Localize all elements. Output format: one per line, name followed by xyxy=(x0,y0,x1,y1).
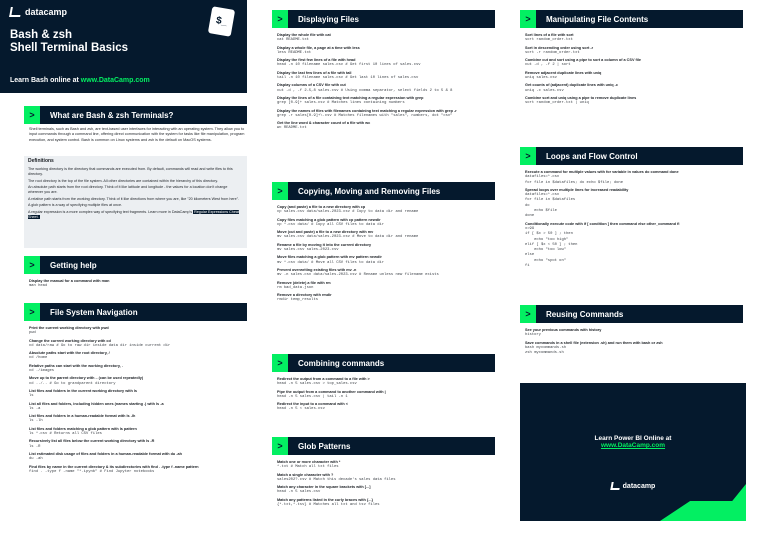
command-description: Sort in descending order using sort -r xyxy=(525,45,594,50)
code-example: head -n 5 sales.csv > top_sales.csv xyxy=(277,382,357,387)
command-description: Match any character in the square brackets with [...] xyxy=(277,485,371,490)
code-example: wc README.txt xyxy=(277,126,307,131)
code-example: for file in $datafiles; do echo $file; done xyxy=(525,180,623,185)
promo-logo: datacamp xyxy=(520,482,746,490)
code-example: {*.txt,*.tsv} # Matches all txt and tsv files xyxy=(277,503,380,508)
code-example: head -n 10 filename sales.csv # Get first 10 lines of sales.csv xyxy=(277,63,421,68)
definition-item: A regular expression is a more complex way of specifying text fragments. Learn more in DataCamp's Regular Expressions Cheat Sheet. xyxy=(28,209,239,219)
section-header-displaying-files: > Displaying Files xyxy=(272,10,495,28)
code-example: *.txt # Match all txt files xyxy=(277,465,339,470)
command-description: Pipe the output from a command to another command with | xyxy=(277,389,386,394)
command-description: Relative paths can start with the working directory, . xyxy=(29,363,123,368)
command-description: Redirect the input to a command with < xyxy=(277,402,348,407)
code-example: ls -lh xyxy=(29,419,43,424)
command-description: Match one or more character with * xyxy=(277,460,341,464)
code-example: ls -a xyxy=(29,406,41,411)
command-description: Remove a directory with rmdir xyxy=(277,293,332,298)
learn-online-line: Learn Bash online at www.DataCamp.com xyxy=(10,77,150,84)
command-description: List estimated disk usage of files and folders in a human-readable format with du -ah xyxy=(29,451,182,456)
regex-cheatsheet-link[interactable]: Regular Expressions Cheat Sheet. xyxy=(28,209,239,219)
getting-help-list xyxy=(29,277,245,293)
promo-box xyxy=(520,383,746,521)
chevron-right-icon: > xyxy=(24,256,40,274)
code-example: rmdir temp_results xyxy=(277,298,319,303)
command-description: Spread loops over multiple lines for increased readability xyxy=(525,187,629,192)
code-example: history xyxy=(525,333,541,338)
command-description: Match any patterns listed in the curly braces with {...} xyxy=(277,497,374,502)
code-example: echo $file xyxy=(525,209,557,214)
command-description: Print the current working directory with pwd xyxy=(29,326,109,330)
command-description: Rename a file by moving it into the current directory xyxy=(277,242,372,247)
command-description: Copy (and paste) a file to a new directory with cp xyxy=(277,205,366,209)
chevron-right-icon: > xyxy=(24,303,40,321)
command-description: Remove adjacent duplicate lines with uniq xyxy=(525,70,602,75)
definitions-box xyxy=(24,156,247,248)
code-example: rm bad_data.json xyxy=(277,285,314,290)
section-header-copying: > Copying, Moving and Removing Files xyxy=(272,182,495,200)
command-description: Conditionally execute code with if [ condition ] then command else other_command fi xyxy=(525,221,680,226)
code-example: cd ../.. # Go to grandparent directory xyxy=(29,381,116,386)
code-example: head -n 5 sales.csv | tail -n 1 xyxy=(277,394,348,399)
code-example: ls xyxy=(29,394,34,399)
code-example: x=99 xyxy=(525,226,535,231)
definition-item: The working directory is the directory that commands are executed from. By default, commands will read and write files to this directory. xyxy=(28,167,233,176)
command-description: List files and folders in the current working directory with ls xyxy=(29,388,138,393)
command-description: Display the whole file with cat xyxy=(277,33,331,37)
code-example: find . -type f -name "*.ipynb" # Find Jupyter notebooks xyxy=(29,469,155,474)
command-description: Display the last few lines of a file with tail xyxy=(277,70,352,75)
datacamp-logo-icon xyxy=(610,482,620,490)
code-example: mv -n sales.csv data/sales-2023.csv # Rename unless new filename exists xyxy=(277,273,439,278)
command-description: List all files and folders, including hidden ones (names starting .) with ls -a xyxy=(29,401,164,406)
code-example: ls *.csv # Returns all CSV files xyxy=(29,432,102,437)
command-description: Redirect the output from a command to a file with > xyxy=(277,377,370,381)
what-are-text: Shell terminals, such as Bash and zsh, are text-based user interfaces for interacting with an operating system. They allow you to input commands through a command line, offering direct communication with the system for tasks like file manipulation, program execution, and system control. Bash is common on Linux systems and zsh is the default on MacOS systems. xyxy=(29,127,245,142)
manipulating-list xyxy=(525,31,743,137)
code-example: head -n 5 < sales.csv xyxy=(277,407,325,412)
hero-banner xyxy=(0,0,247,93)
code-example: cd /home xyxy=(29,356,48,361)
code-example: else xyxy=(525,253,535,258)
code-example: mv sales.csv sales-2023.csv xyxy=(277,248,339,253)
code-example: du -ah xyxy=(29,457,43,462)
code-example: cat README.txt xyxy=(277,38,309,43)
code-example: done xyxy=(525,214,535,219)
code-example: uniq sales.csv xyxy=(525,76,557,81)
command-description: Move files matching a glob pattern with mv pattern newdir xyxy=(277,255,382,260)
command-description: List files and folders matching a glob pattern with ls pattern xyxy=(29,426,137,431)
code-example: pwd xyxy=(29,331,36,336)
command-description: Sort lines of a file with sort xyxy=(525,33,574,37)
code-example: echo "too high" xyxy=(525,237,569,242)
definition-item: The root directory is the top of the file system. All other directories are contained within the hierarchy of this directory. xyxy=(28,178,218,183)
command-description: List files and folders in a human-readable format with ls -lh xyxy=(29,414,136,419)
code-example: cp *.csv data/ # Copy all CSV files to data dir xyxy=(277,222,385,227)
code-example: head -n 5 sales.csv xyxy=(277,490,321,495)
section-header-what-are: > What are Bash & zsh Terminals? xyxy=(24,106,247,124)
command-description: Change the current working directory with cd xyxy=(29,338,111,343)
code-example: uniq -c sales.csv xyxy=(525,88,564,93)
datacamp-link[interactable]: www.DataCamp.com xyxy=(80,77,150,84)
chevron-right-icon: > xyxy=(520,305,536,323)
command-description: Execute a command for multiple values with for variable in values do command done xyxy=(525,170,679,174)
chevron-right-icon: > xyxy=(520,147,536,165)
promo-link[interactable]: www.DataCamp.com xyxy=(600,442,666,449)
definitions-heading: Definitions xyxy=(28,158,54,164)
datacamp-logo[interactable] xyxy=(10,7,237,17)
file-nav-list xyxy=(29,324,245,539)
command-description: Get counts of (adjacent) duplicate lines with uniq -c xyxy=(525,83,619,88)
command-description: Absolute paths start with the root directory, / xyxy=(29,351,110,356)
code-example: ls -R xyxy=(29,444,41,449)
code-example: mv *.csv data/ # Move all CSV files to data dir xyxy=(277,260,385,265)
definition-item: A relative path starts from the working directory. Think of it like directions from where you are, like "20 kilometers West from here". xyxy=(28,196,240,201)
code-example: echo "spot on" xyxy=(525,258,567,263)
reusing-list xyxy=(525,326,743,371)
chevron-right-icon: > xyxy=(24,106,40,124)
command-description: Match a single character with ? xyxy=(277,472,334,477)
definition-item: An absolute path starts from the root directory. Think of it like latitude and longitude - the values for a location don't change wherever you are. xyxy=(28,185,228,194)
code-example: less README.txt xyxy=(277,50,312,55)
section-header-manipulating: > Manipulating File Contents xyxy=(520,10,743,28)
command-description: Prevent overwriting existing files with mv -n xyxy=(277,267,357,272)
glob-list xyxy=(277,458,495,540)
page-title: Bash & zsh Shell Terminal Basics xyxy=(10,29,129,54)
command-description: Display the first few lines of a file with head xyxy=(277,58,356,63)
code-example: cp sales.csv data/sales-2023.csv # Copy to data dir and rename xyxy=(277,210,419,215)
chevron-right-icon: > xyxy=(272,10,288,28)
code-example: sort random_order.txt xyxy=(525,38,573,43)
code-example: cd data/raw # Go to raw dir inside data dir inside current dir xyxy=(29,343,171,348)
command-description: Display the lines of a file containing text matching a regular expression with grep xyxy=(277,95,424,100)
displaying-files-list xyxy=(277,31,495,173)
chevron-right-icon: > xyxy=(272,437,288,455)
code-example: grep -r sales[0-9]+\.csv # Matches filenames with "sales", numbers, dot "csv" xyxy=(277,113,453,118)
copying-list xyxy=(277,203,495,345)
section-header-loops: > Loops and Flow Control xyxy=(520,147,743,165)
code-example: do xyxy=(525,203,530,208)
command-description: Save commands in a shell file (extension .sh) and run them with bash or zsh xyxy=(525,340,663,345)
brand-name: datacamp xyxy=(25,7,68,17)
command-description: Display the names of files with filenames containing text matching a regular expression with grep -r xyxy=(277,108,457,113)
code-example: bash mycommands.sh xyxy=(525,345,567,350)
chevron-right-icon: > xyxy=(272,354,288,372)
datacamp-logo-icon xyxy=(9,7,22,17)
code-example: mv sales.csv data/sales-2023.csv # Move to data dir and rename xyxy=(277,235,419,240)
code-example: man head xyxy=(29,284,48,289)
definition-item: A glob pattern is a way of specifying multiple files at once. xyxy=(28,203,123,207)
command-description: Move (cut and paste) a file to a new directory with mv xyxy=(277,230,374,235)
loops-list xyxy=(525,168,743,296)
section-header-glob: > Glob Patterns xyxy=(272,437,495,455)
code-example: elif [ $x < 50 ] ; then xyxy=(525,242,578,247)
shell-terminal-icon: $_ xyxy=(208,6,235,37)
code-example: cut -d , -f 2 | sort xyxy=(525,63,571,68)
command-description: See your previous commands with history xyxy=(525,328,602,332)
command-description: Find files by name in the current directory & its subdirectories with find . -type f -name pattern xyxy=(29,464,199,469)
command-description: Combine cut and sort using a pipe to sort a column of a CSV file xyxy=(525,58,642,63)
code-example: datafiles=*.csv xyxy=(525,193,560,198)
command-description: Get the line word & character count of a file with wc xyxy=(277,121,371,126)
code-example: tail -n 10 filename sales.csv # Get last 10 lines of sales.csv xyxy=(277,76,419,81)
code-example: cut -d , -f 2-5,8 sales.csv # Using comma separator, select fields 2 to 5 & 8 xyxy=(277,88,453,93)
section-header-file-nav: > File System Navigation xyxy=(24,303,247,321)
definitions-list xyxy=(28,167,243,220)
code-example: cd ./images xyxy=(29,369,55,374)
command-description: Display columns of a CSV file with cut xyxy=(277,83,346,88)
code-example: sales202?.csv # Match this decade's sales data files xyxy=(277,477,396,482)
command-description: Remove (delete) a file with rm xyxy=(277,280,331,285)
combining-list xyxy=(277,375,495,427)
command-description: Combine sort and uniq using a pipe to remove duplicate lines xyxy=(525,95,637,100)
promo-line1: Learn Power BI Online at xyxy=(594,435,672,442)
command-description: Display a whole file, a page at a time with less xyxy=(277,45,360,50)
command-description: Move up to the parent directory with .. (can be used repeatedly) xyxy=(29,376,144,381)
chevron-right-icon: > xyxy=(272,182,288,200)
command-description: Display the manual for a command with man xyxy=(29,279,110,283)
code-example: fi xyxy=(525,264,530,269)
code-example: echo "too low" xyxy=(525,248,567,253)
code-example: sort random_order.txt | uniq xyxy=(525,101,589,106)
code-example: for file in $datafiles xyxy=(525,198,576,203)
command-description: Recursively list all files below the current working directory with ls -R xyxy=(29,439,155,444)
code-example: datafiles=*.csv xyxy=(525,175,560,180)
command-description: Copy files matching a glob pattern with cp pattern newdir xyxy=(277,217,381,222)
code-example: if [ $x > 50 ] ; then xyxy=(525,232,573,237)
code-example: grep [0-9]+ sales.csv # Matches lines containing numbers xyxy=(277,101,405,106)
section-header-combining: > Combining commands xyxy=(272,354,495,372)
code-example: zsh mycommands.sh xyxy=(525,351,564,356)
code-example: sort -r random_order.txt xyxy=(525,50,580,55)
section-header-getting-help: > Getting help xyxy=(24,256,247,274)
section-header-reusing: > Reusing Commands xyxy=(520,305,743,323)
chevron-right-icon: > xyxy=(520,10,536,28)
